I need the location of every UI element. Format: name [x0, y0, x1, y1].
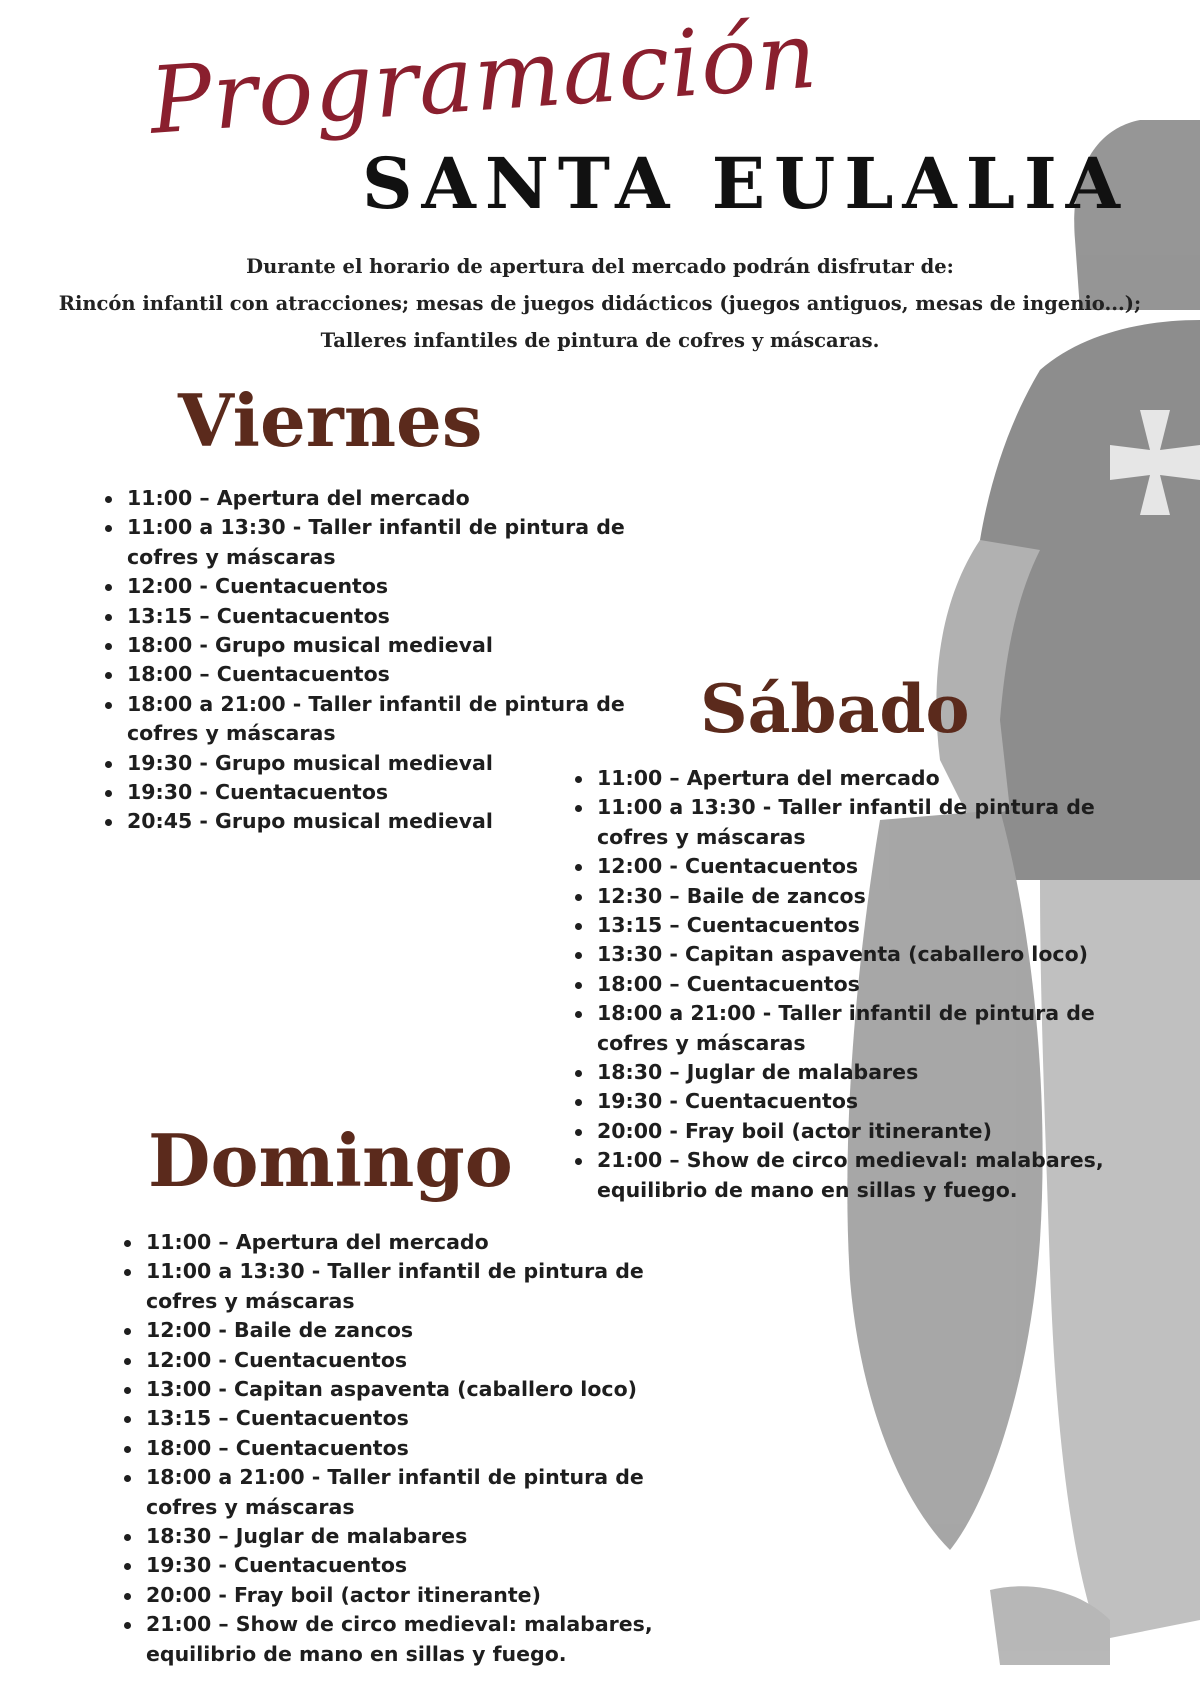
schedule-item: 19:30 - Cuentacuentos	[103, 778, 663, 807]
schedule-item: 19:30 - Cuentacuentos	[573, 1087, 1133, 1116]
intro-line-1: Durante el horario de apertura del mercado podrán disfrutar de:	[246, 255, 954, 278]
schedule-item: 12:00 - Baile de zancos	[122, 1316, 682, 1345]
schedule-item: 18:30 – Juglar de malabares	[122, 1522, 682, 1551]
main-title: SANTA EULALIA	[362, 142, 1129, 225]
schedule-item: 18:00 – Cuentacuentos	[103, 660, 663, 689]
script-title: Programación	[146, 1, 821, 155]
schedule-sabado	[573, 764, 1133, 1205]
schedule-domingo	[122, 1228, 682, 1669]
day-heading-sabado: Sábado	[700, 670, 970, 748]
schedule-item: 13:30 - Capitan aspaventa (caballero loco)	[573, 940, 1133, 969]
schedule-item: 13:15 – Cuentacuentos	[122, 1404, 682, 1433]
schedule-item: 11:00 – Apertura del mercado	[573, 764, 1133, 793]
schedule-item: 19:30 - Grupo musical medieval	[103, 749, 663, 778]
schedule-item: 12:00 - Cuentacuentos	[103, 572, 663, 601]
schedule-item: 12:30 – Baile de zancos	[573, 882, 1133, 911]
schedule-item: 11:00 a 13:30 - Taller infantil de pintura de cofres y máscaras	[122, 1257, 682, 1316]
schedule-item: 13:15 – Cuentacuentos	[103, 602, 663, 631]
schedule-item: 12:00 - Cuentacuentos	[573, 852, 1133, 881]
schedule-item: 13:15 – Cuentacuentos	[573, 911, 1133, 940]
schedule-item: 11:00 a 13:30 - Taller infantil de pintura de cofres y máscaras	[573, 793, 1133, 852]
schedule-item: 18:00 – Cuentacuentos	[122, 1434, 682, 1463]
schedule-item: 21:00 – Show de circo medieval: malabares, equilibrio de mano en sillas y fuego.	[573, 1146, 1133, 1205]
intro-line-2: Rincón infantil con atracciones; mesas de juegos didácticos (juegos antiguos, mesas de ingenio...);	[58, 292, 1142, 315]
schedule-item: 21:00 – Show de circo medieval: malabares, equilibrio de mano en sillas y fuego.	[122, 1610, 682, 1669]
schedule-item: 20:00 - Fray boil (actor itinerante)	[573, 1117, 1133, 1146]
intro-line-3: Talleres infantiles de pintura de cofres y máscaras.	[320, 329, 880, 352]
schedule-item: 19:30 - Cuentacuentos	[122, 1551, 682, 1580]
intro-text	[40, 248, 1160, 359]
schedule-item: 18:00 a 21:00 - Taller infantil de pintura de cofres y máscaras	[103, 690, 663, 749]
schedule-item: 18:00 a 21:00 - Taller infantil de pintura de cofres y máscaras	[122, 1463, 682, 1522]
schedule-item: 11:00 – Apertura del mercado	[103, 484, 663, 513]
day-heading-domingo: Domingo	[148, 1118, 513, 1203]
schedule-item: 11:00 – Apertura del mercado	[122, 1228, 682, 1257]
schedule-item: 11:00 a 13:30 - Taller infantil de pintura de cofres y máscaras	[103, 513, 663, 572]
schedule-item: 12:00 - Cuentacuentos	[122, 1346, 682, 1375]
schedule-item: 13:00 - Capitan aspaventa (caballero loco)	[122, 1375, 682, 1404]
schedule-item: 18:30 – Juglar de malabares	[573, 1058, 1133, 1087]
schedule-item: 20:00 - Fray boil (actor itinerante)	[122, 1581, 682, 1610]
schedule-item: 18:00 a 21:00 - Taller infantil de pintura de cofres y máscaras	[573, 999, 1133, 1058]
schedule-item: 18:00 – Cuentacuentos	[573, 970, 1133, 999]
schedule-item: 18:00 - Grupo musical medieval	[103, 631, 663, 660]
day-heading-viernes: Viernes	[178, 378, 483, 463]
schedule-item: 20:45 - Grupo musical medieval	[103, 807, 663, 836]
